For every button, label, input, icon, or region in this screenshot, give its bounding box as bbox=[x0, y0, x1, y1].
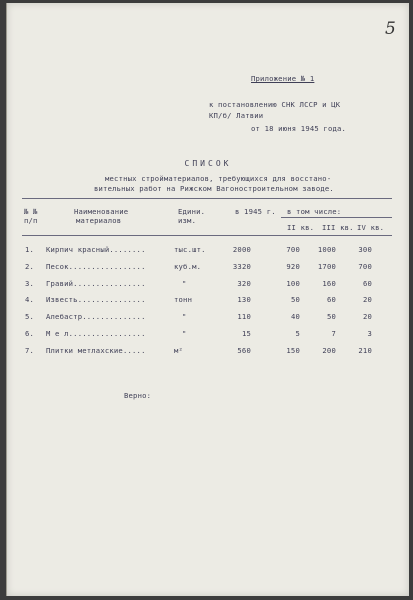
row-total: 15 bbox=[241, 329, 251, 338]
appendix-label: Приложение № 1 bbox=[251, 74, 315, 83]
row-q3: 7 bbox=[331, 329, 336, 338]
row-q2: 150 bbox=[286, 345, 300, 355]
row-unit: " bbox=[182, 329, 187, 338]
row-total: 560 bbox=[237, 345, 251, 355]
row-q2: 700 bbox=[286, 245, 300, 254]
row-material: Известь............... bbox=[46, 295, 146, 305]
row-q4: 210 bbox=[358, 345, 372, 355]
row-material: Кирпич красный........ bbox=[46, 245, 146, 254]
row-number: 2. bbox=[25, 261, 35, 271]
row-q4: 3 bbox=[367, 329, 372, 338]
table-top-rule bbox=[22, 198, 392, 199]
header-q3: III кв. bbox=[322, 223, 354, 232]
row-q3: 1000 bbox=[317, 245, 336, 254]
row-total: 2000 bbox=[232, 245, 251, 254]
certification-label: Верно: bbox=[124, 391, 152, 400]
row-number: 7. bbox=[25, 345, 35, 355]
row-number: 6. bbox=[25, 329, 35, 338]
header-total: в 1945 г. bbox=[235, 207, 276, 216]
row-material: М е л................. bbox=[46, 329, 146, 338]
row-material: Алебастр.............. bbox=[46, 312, 146, 322]
row-material: Песок................. bbox=[46, 261, 146, 271]
row-unit: куб.м. bbox=[174, 261, 202, 271]
row-q4: 20 bbox=[362, 312, 372, 322]
header-bottom-rule bbox=[22, 235, 392, 236]
row-number: 3. bbox=[25, 278, 35, 288]
row-total: 3320 bbox=[232, 261, 251, 271]
row-q3: 60 bbox=[326, 295, 336, 305]
row-q3: 200 bbox=[322, 345, 336, 355]
appendix-date: от 18 июня 1945 года. bbox=[251, 124, 347, 133]
header-num-2: п/п bbox=[24, 216, 38, 225]
row-unit: м² bbox=[174, 345, 184, 355]
document-page bbox=[6, 3, 409, 596]
document-title: СПИСОК bbox=[184, 159, 232, 168]
appendix-line-2: к постановлению СНК ЛССР и ЦК bbox=[209, 100, 341, 109]
header-unit-2: изм. bbox=[178, 216, 197, 225]
row-unit: " bbox=[182, 312, 187, 322]
row-total: 130 bbox=[237, 295, 251, 305]
header-sub-rule bbox=[281, 217, 392, 218]
row-unit: " bbox=[182, 278, 187, 288]
row-unit: тонн bbox=[174, 295, 193, 305]
header-q2: II кв. bbox=[287, 223, 315, 232]
row-q3: 50 bbox=[326, 312, 336, 322]
subtitle-line-1: местных стройматериалов, требующихся для восстано- bbox=[105, 174, 332, 183]
header-q4: IV кв. bbox=[357, 223, 385, 232]
header-unit-1: Едини. bbox=[178, 207, 206, 216]
appendix-line-3: КП/б/ Латвии bbox=[209, 111, 264, 120]
row-q2: 5 bbox=[295, 329, 300, 338]
subtitle-line-2: вительных работ на Рижском Вагоностроительном заводе. bbox=[94, 184, 334, 193]
header-name-1: Наименование bbox=[74, 207, 129, 216]
header-name-2: материалов bbox=[76, 216, 122, 225]
row-number: 1. bbox=[25, 245, 35, 254]
row-q4: 60 bbox=[362, 278, 372, 288]
header-incl: в том числе: bbox=[287, 207, 342, 216]
row-q2: 50 bbox=[290, 295, 300, 305]
row-material: Плитки метлахские..... bbox=[46, 345, 146, 355]
row-q4: 20 bbox=[362, 295, 372, 305]
row-material: Гравий................ bbox=[46, 278, 146, 288]
page-number: 5 bbox=[385, 19, 397, 39]
header-num-1: № № bbox=[24, 207, 38, 216]
row-total: 110 bbox=[237, 312, 251, 322]
row-number: 4. bbox=[25, 295, 35, 305]
row-q3: 160 bbox=[322, 278, 336, 288]
row-number: 5. bbox=[25, 312, 35, 322]
row-unit: тыс.шт. bbox=[174, 245, 206, 254]
row-q4: 700 bbox=[358, 261, 372, 271]
row-q2: 40 bbox=[290, 312, 300, 322]
row-q3: 1700 bbox=[317, 261, 336, 271]
row-q4: 300 bbox=[358, 245, 372, 254]
row-q2: 100 bbox=[286, 278, 300, 288]
row-total: 320 bbox=[237, 278, 251, 288]
row-q2: 920 bbox=[286, 261, 300, 271]
